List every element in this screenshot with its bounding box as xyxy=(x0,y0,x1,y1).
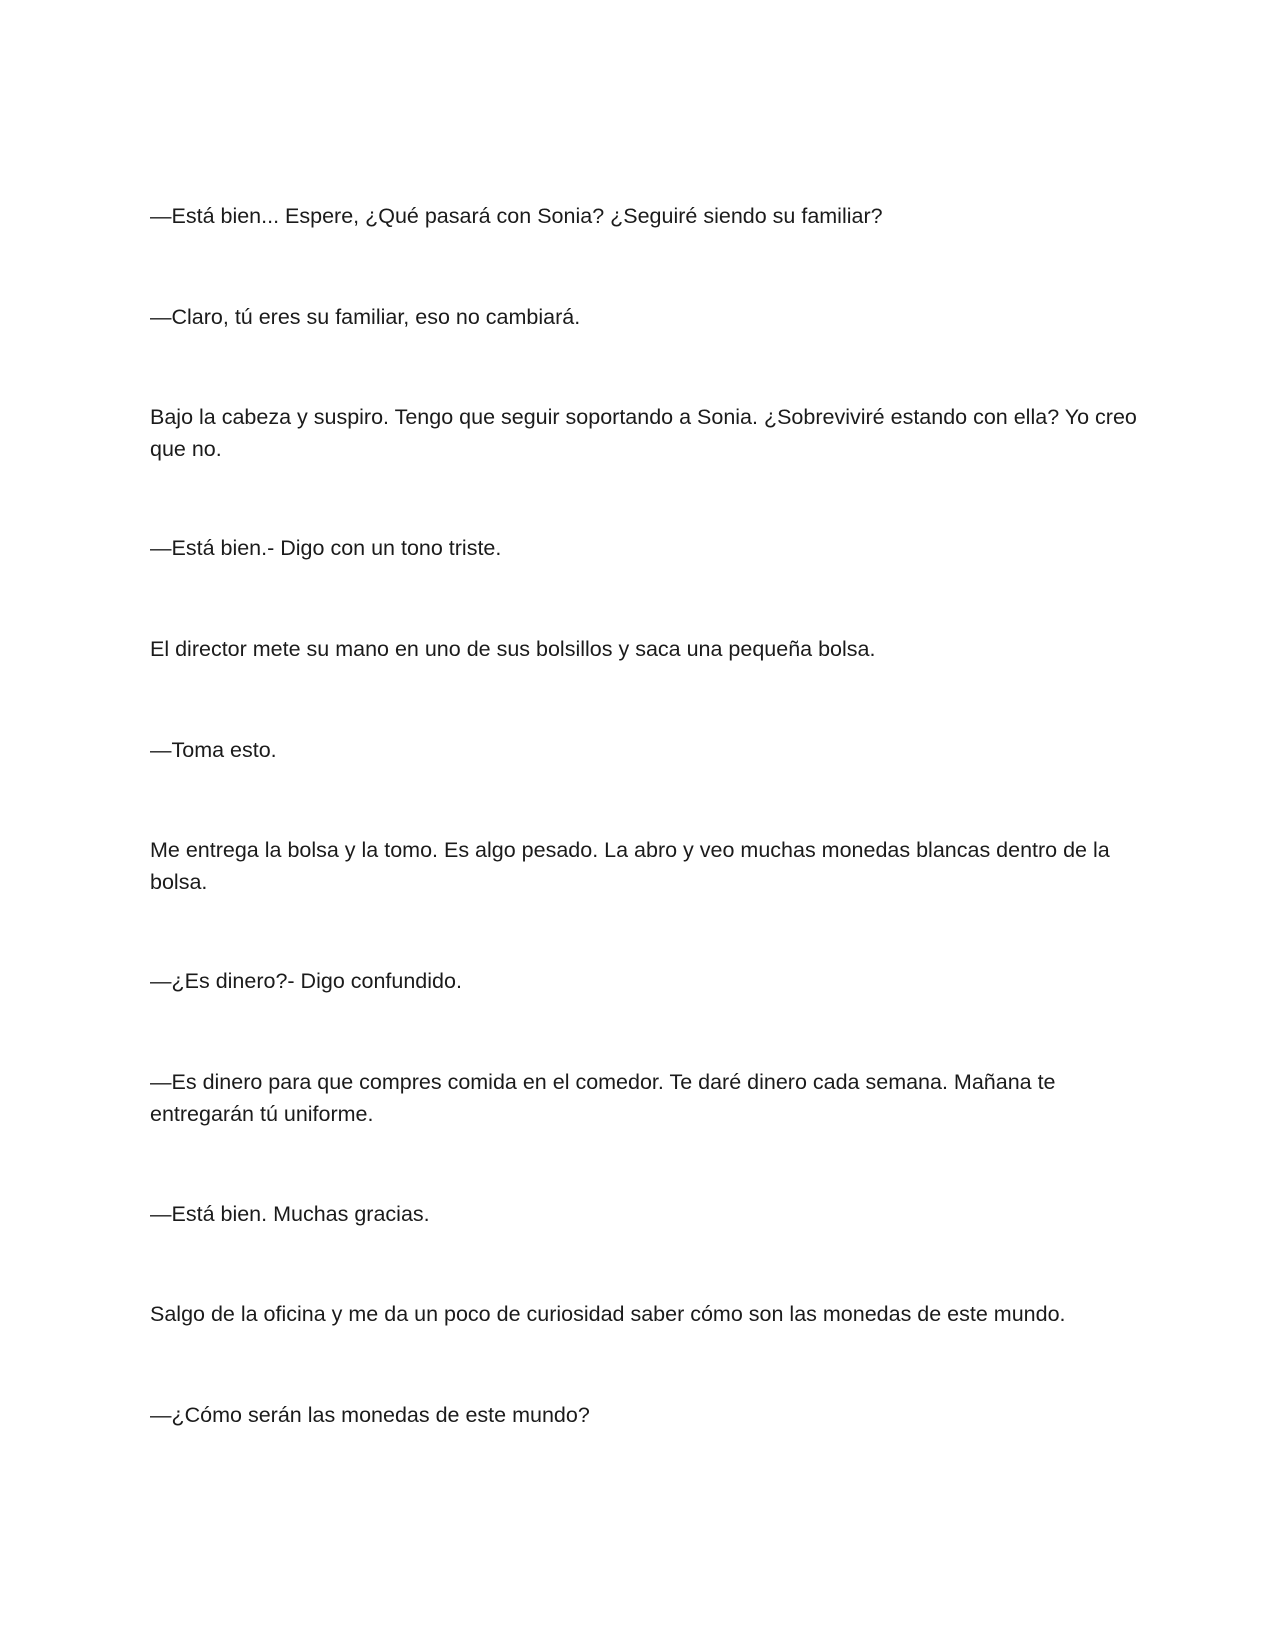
paragraph-2: —Claro, tú eres su familiar, eso no cambiará. xyxy=(150,305,581,329)
paragraph-1: —Está bien... Espere, ¿Qué pasará con Sonia? ¿Seguiré siendo su familiar? xyxy=(150,204,883,228)
paragraph-6: —Toma esto. xyxy=(150,738,277,762)
paragraph-4: —Está bien.- Digo con un tono triste. xyxy=(150,536,502,560)
paragraph-12: —¿Cómo serán las monedas de este mundo? xyxy=(150,1403,590,1427)
paragraph-7: Me entrega la bolsa y la tomo. Es algo pesado. La abro y veo muchas monedas blancas dentro de la bolsa. xyxy=(150,838,1110,894)
paragraph-11: Salgo de la oficina y me da un poco de curiosidad saber cómo son las monedas de este mundo. xyxy=(150,1302,1066,1326)
paragraph-3: Bajo la cabeza y suspiro. Tengo que seguir soportando a Sonia. ¿Sobreviviré estando con ella? Yo creo que no. xyxy=(150,405,1137,461)
paragraph-10: —Está bien. Muchas gracias. xyxy=(150,1202,430,1226)
paragraph-8: —¿Es dinero?- Digo confundido. xyxy=(150,969,462,993)
paragraph-5: El director mete su mano en uno de sus bolsillos y saca una pequeña bolsa. xyxy=(150,637,876,661)
paragraph-9: —Es dinero para que compres comida en el comedor. Te daré dinero cada semana. Mañana te entregarán tú uniforme. xyxy=(150,1070,1056,1126)
